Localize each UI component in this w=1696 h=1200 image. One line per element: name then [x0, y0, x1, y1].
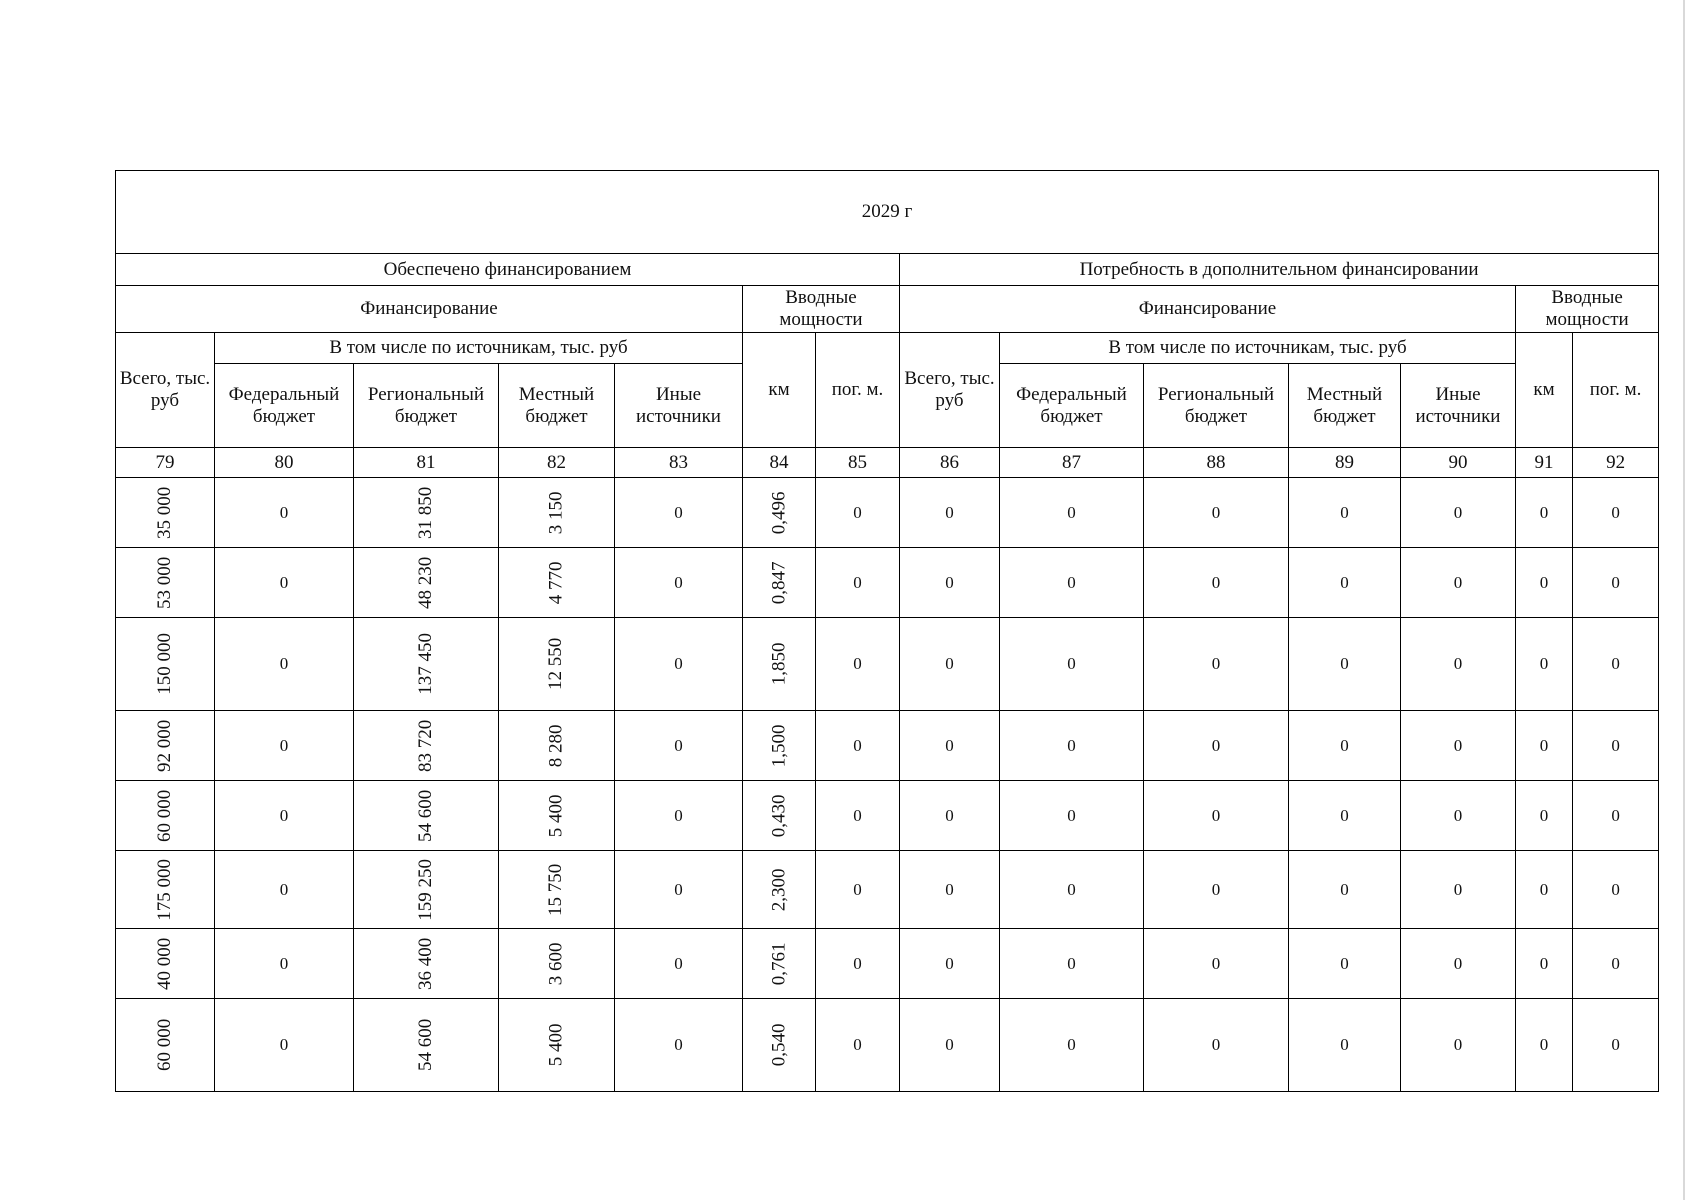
table-cell	[215, 618, 354, 711]
cell-value: 0	[945, 572, 954, 592]
cell-value: 0,540	[768, 1023, 790, 1067]
column-number: 85	[816, 448, 900, 478]
table-cell	[743, 851, 816, 929]
cell-value: 0	[279, 879, 289, 899]
table-cell	[1289, 618, 1401, 711]
cell-value: 0	[1067, 735, 1076, 755]
secured-km-header: км	[743, 333, 816, 448]
secured-by-sources-header: В том числе по источникам, тыс. руб	[215, 333, 743, 364]
table-cell	[499, 781, 615, 851]
cell-value: 0	[1340, 953, 1349, 973]
cell-value: 0,430	[768, 794, 790, 837]
cell-value: 0	[1453, 735, 1463, 755]
table-cell	[1000, 618, 1144, 711]
cell-value: 0	[945, 735, 954, 755]
table-cell	[1144, 999, 1289, 1092]
column-number: 84	[743, 448, 816, 478]
table-cell	[354, 618, 499, 711]
table-row	[116, 851, 1659, 929]
table-cell	[1289, 929, 1401, 999]
cell-value: 5 400	[545, 1023, 567, 1067]
table-cell	[1573, 929, 1659, 999]
cell-value: 40 000	[154, 937, 176, 990]
column-number: 87	[1000, 448, 1144, 478]
cell-value: 5 400	[545, 794, 567, 837]
table-cell	[1516, 851, 1573, 929]
table-cell	[499, 711, 615, 781]
table-cell	[354, 711, 499, 781]
table-cell	[1516, 478, 1573, 548]
cell-value: 0	[674, 572, 683, 592]
cell-value: 0	[1453, 502, 1463, 522]
table-cell	[1573, 618, 1659, 711]
table-cell	[900, 478, 1000, 548]
cell-value: 0	[1067, 953, 1076, 973]
cell-value: 0	[1340, 879, 1349, 899]
cell-value: 53 000	[154, 556, 176, 609]
table-cell	[1144, 781, 1289, 851]
table-cell	[900, 781, 1000, 851]
table-cell	[1516, 929, 1573, 999]
table-cell	[900, 929, 1000, 999]
year-header: 2029 г	[116, 171, 1659, 254]
cell-value: 0	[945, 654, 954, 674]
cell-value: 48 230	[415, 556, 437, 609]
table-cell	[1401, 711, 1516, 781]
cell-value: 0	[1539, 953, 1549, 973]
column-number: 81	[354, 448, 499, 478]
needed-local-header: Местный бюджет	[1289, 364, 1401, 448]
cell-value: 159 250	[415, 858, 437, 921]
cell-value: 1,500	[768, 724, 790, 767]
table-cell	[1289, 711, 1401, 781]
needed-by-sources-header: В том числе по источникам, тыс. руб	[1000, 333, 1516, 364]
table-cell	[215, 781, 354, 851]
cell-value: 0	[853, 879, 862, 899]
cell-value: 0,496	[768, 491, 790, 534]
table-cell	[1289, 999, 1401, 1092]
table-cell	[615, 781, 743, 851]
table-cell	[116, 851, 215, 929]
cell-value: 60 000	[154, 789, 176, 842]
cell-value: 0	[1539, 1035, 1549, 1055]
table-cell	[116, 618, 215, 711]
cell-value: 0	[1340, 1035, 1349, 1055]
cell-value: 0	[853, 953, 862, 973]
table-cell	[1573, 781, 1659, 851]
table-cell	[1516, 711, 1573, 781]
financing-table	[115, 170, 1659, 1092]
table-cell	[215, 851, 354, 929]
table-cell	[743, 711, 816, 781]
cell-value: 0	[1211, 953, 1221, 973]
secured-pog-m-header: пог. м.	[816, 333, 900, 448]
table-row	[116, 618, 1659, 711]
table-cell	[1289, 781, 1401, 851]
cell-value: 0	[1211, 805, 1221, 825]
table-cell	[1000, 999, 1144, 1092]
table-cell	[816, 478, 900, 548]
cell-value: 0	[1539, 502, 1549, 522]
cell-value: 0	[945, 805, 954, 825]
cell-value: 0	[1340, 654, 1349, 674]
table-cell	[615, 478, 743, 548]
cell-value: 0	[1611, 1035, 1620, 1055]
cell-value: 0	[853, 735, 862, 755]
secured-federal-header: Федеральный бюджет	[215, 364, 354, 448]
column-number: 88	[1144, 448, 1289, 478]
table-cell	[1000, 929, 1144, 999]
cell-value: 0	[674, 502, 683, 522]
table-cell	[900, 711, 1000, 781]
table-cell	[116, 548, 215, 618]
cell-value: 0,761	[768, 942, 790, 985]
table-cell	[215, 999, 354, 1092]
cell-value: 0	[1067, 879, 1076, 899]
cell-value: 0,847	[768, 561, 790, 604]
column-number: 79	[116, 448, 215, 478]
cell-value: 0	[279, 953, 289, 973]
table-cell	[1516, 618, 1573, 711]
cell-value: 0	[279, 805, 289, 825]
table-cell	[354, 999, 499, 1092]
cell-value: 0	[674, 805, 683, 825]
table-row	[116, 929, 1659, 999]
table-cell	[900, 999, 1000, 1092]
table-cell	[900, 548, 1000, 618]
table-cell	[499, 548, 615, 618]
cell-value: 0	[1611, 502, 1620, 522]
cell-value: 31 850	[415, 486, 437, 539]
cell-value: 0	[1453, 1035, 1463, 1055]
cell-value: 15 750	[545, 863, 567, 916]
table-cell	[1573, 548, 1659, 618]
cell-value: 0	[1611, 654, 1620, 674]
cell-value: 0	[1211, 654, 1221, 674]
cell-value: 0	[1611, 953, 1620, 973]
needed-capacity-header: Вводные мощности	[1516, 286, 1659, 333]
table-cell	[1144, 478, 1289, 548]
cell-value: 0	[1539, 735, 1549, 755]
cell-value: 0	[1539, 654, 1549, 674]
table-cell	[1573, 711, 1659, 781]
cell-value: 83 720	[415, 719, 437, 772]
table-cell	[1000, 851, 1144, 929]
table-cell	[215, 929, 354, 999]
column-number: 83	[615, 448, 743, 478]
cell-value: 0	[1067, 654, 1076, 674]
table-cell	[743, 929, 816, 999]
table-cell	[215, 478, 354, 548]
cell-value: 0	[1453, 572, 1463, 592]
cell-value: 0	[674, 735, 683, 755]
cell-value: 0	[1340, 572, 1349, 592]
cell-value: 36 400	[415, 937, 437, 990]
table-cell	[1516, 548, 1573, 618]
page-edge-line	[1683, 0, 1685, 1200]
table-cell	[1289, 478, 1401, 548]
cell-value: 175 000	[154, 858, 176, 921]
table-row	[116, 711, 1659, 781]
cell-value: 0	[1611, 735, 1620, 755]
table-cell	[354, 478, 499, 548]
cell-value: 0	[1453, 953, 1463, 973]
cell-value: 0	[674, 879, 683, 899]
cell-value: 2,300	[768, 868, 790, 911]
table-cell	[900, 618, 1000, 711]
cell-value: 60 000	[154, 1018, 176, 1072]
cell-value: 0	[945, 953, 954, 973]
cell-value: 0	[1067, 572, 1076, 592]
cell-value: 0	[1611, 879, 1620, 899]
needed-total-header: Всего, тыс. руб	[900, 333, 1000, 448]
table-cell	[900, 851, 1000, 929]
column-number: 90	[1401, 448, 1516, 478]
column-number-row	[116, 448, 1659, 478]
table-cell	[743, 618, 816, 711]
table-cell	[215, 711, 354, 781]
table-cell	[1401, 618, 1516, 711]
table-cell	[499, 618, 615, 711]
cell-value: 0	[1340, 735, 1349, 755]
cell-value: 8 280	[545, 724, 567, 767]
cell-value: 0	[1611, 572, 1620, 592]
table-cell	[354, 548, 499, 618]
table-cell	[1401, 851, 1516, 929]
cell-value: 3 150	[545, 491, 567, 534]
table-cell	[499, 999, 615, 1092]
table-cell	[1144, 548, 1289, 618]
table-cell	[1516, 999, 1573, 1092]
table-cell	[1401, 548, 1516, 618]
cell-value: 12 550	[545, 637, 567, 691]
cell-value: 0	[1539, 879, 1549, 899]
table-cell	[1000, 711, 1144, 781]
table-cell	[1516, 781, 1573, 851]
cell-value: 54 600	[415, 1018, 437, 1072]
cell-value: 0	[1453, 654, 1463, 674]
table-cell	[499, 851, 615, 929]
table-cell	[215, 548, 354, 618]
needed-federal-header: Федеральный бюджет	[1000, 364, 1144, 448]
cell-value: 92 000	[154, 719, 176, 772]
table-cell	[354, 851, 499, 929]
table-cell	[1573, 851, 1659, 929]
cell-value: 0	[853, 654, 862, 674]
table-cell	[816, 781, 900, 851]
table-cell	[615, 711, 743, 781]
cell-value: 0	[853, 1035, 862, 1055]
cell-value: 0	[1067, 1035, 1076, 1055]
table-cell	[743, 478, 816, 548]
table-row	[116, 999, 1659, 1092]
cell-value: 0	[853, 805, 862, 825]
cell-value: 150 000	[154, 633, 176, 695]
table-cell	[116, 781, 215, 851]
cell-value: 0	[1067, 502, 1076, 522]
table-cell	[1573, 999, 1659, 1092]
table-cell	[615, 548, 743, 618]
table-row	[116, 781, 1659, 851]
cell-value: 0	[945, 502, 954, 522]
table-cell	[354, 781, 499, 851]
table-cell	[116, 478, 215, 548]
column-number: 91	[1516, 448, 1573, 478]
cell-value: 0	[1211, 879, 1221, 899]
table-cell	[1289, 851, 1401, 929]
table-cell	[816, 618, 900, 711]
table-cell	[816, 929, 900, 999]
table-cell	[1000, 478, 1144, 548]
table-cell	[116, 711, 215, 781]
cell-value: 0	[1453, 879, 1463, 899]
secured-regional-header: Региональный бюджет	[354, 364, 499, 448]
table-cell	[1144, 851, 1289, 929]
cell-value: 54 600	[415, 789, 437, 842]
table-cell	[1144, 618, 1289, 711]
table-cell	[743, 999, 816, 1092]
table-cell	[615, 999, 743, 1092]
table-row	[116, 478, 1659, 548]
cell-value: 0	[1340, 805, 1349, 825]
table-cell	[1401, 478, 1516, 548]
cell-value: 0	[1211, 735, 1221, 755]
column-number: 82	[499, 448, 615, 478]
table-cell	[499, 478, 615, 548]
needed-group-header: Потребность в дополнительном финансировании	[900, 254, 1659, 286]
column-number: 86	[900, 448, 1000, 478]
cell-value: 0	[945, 1035, 954, 1055]
cell-value: 0	[279, 1035, 289, 1055]
cell-value: 0	[279, 572, 289, 592]
table-cell	[1401, 999, 1516, 1092]
cell-value: 0	[674, 953, 683, 973]
table-cell	[615, 851, 743, 929]
secured-total-header: Всего, тыс. руб	[116, 333, 215, 448]
cell-value: 35 000	[154, 486, 176, 539]
column-number: 89	[1289, 448, 1401, 478]
cell-value: 0	[1211, 1035, 1221, 1055]
table-cell	[743, 548, 816, 618]
cell-value: 0	[1340, 502, 1349, 522]
cell-value: 137 450	[415, 633, 437, 695]
table-cell	[743, 781, 816, 851]
column-number: 80	[215, 448, 354, 478]
cell-value: 0	[1067, 805, 1076, 825]
table-cell	[816, 711, 900, 781]
cell-value: 0	[674, 654, 683, 674]
table-cell	[116, 999, 215, 1092]
cell-value: 1,850	[768, 642, 790, 686]
table-cell	[1000, 548, 1144, 618]
cell-value: 0	[279, 502, 289, 522]
secured-group-header: Обеспечено финансированием	[116, 254, 900, 286]
cell-value: 0	[1611, 805, 1620, 825]
table-cell	[354, 929, 499, 999]
table-cell	[116, 929, 215, 999]
table-cell	[1144, 711, 1289, 781]
table-cell	[615, 618, 743, 711]
column-number: 92	[1573, 448, 1659, 478]
needed-other-header: Иные источники	[1401, 364, 1516, 448]
cell-value: 0	[945, 879, 954, 899]
secured-capacity-header: Вводные мощности	[743, 286, 900, 333]
table-cell	[1401, 929, 1516, 999]
needed-regional-header: Региональный бюджет	[1144, 364, 1289, 448]
table-cell	[1401, 781, 1516, 851]
table-cell	[816, 851, 900, 929]
cell-value: 4 770	[545, 561, 567, 604]
cell-value: 0	[279, 654, 289, 674]
cell-value: 0	[674, 1035, 683, 1055]
table-cell	[615, 929, 743, 999]
table-cell	[1573, 478, 1659, 548]
table-cell	[1144, 929, 1289, 999]
cell-value: 0	[853, 502, 862, 522]
needed-km-header: км	[1516, 333, 1573, 448]
table-cell	[1000, 781, 1144, 851]
secured-local-header: Местный бюджет	[499, 364, 615, 448]
table-cell	[816, 548, 900, 618]
table-cell	[1289, 548, 1401, 618]
cell-value: 0	[1453, 805, 1463, 825]
cell-value: 0	[1539, 805, 1549, 825]
cell-value: 0	[853, 572, 862, 592]
secured-other-header: Иные источники	[615, 364, 743, 448]
needed-pog-m-header: пог. м.	[1573, 333, 1659, 448]
table-row	[116, 548, 1659, 618]
cell-value: 3 600	[545, 942, 567, 985]
secured-financing-header: Финансирование	[116, 286, 743, 333]
cell-value: 0	[1539, 572, 1549, 592]
table-cell	[499, 929, 615, 999]
needed-financing-header: Финансирование	[900, 286, 1516, 333]
table-cell	[816, 999, 900, 1092]
cell-value: 0	[1211, 502, 1221, 522]
cell-value: 0	[279, 735, 289, 755]
cell-value: 0	[1211, 572, 1221, 592]
